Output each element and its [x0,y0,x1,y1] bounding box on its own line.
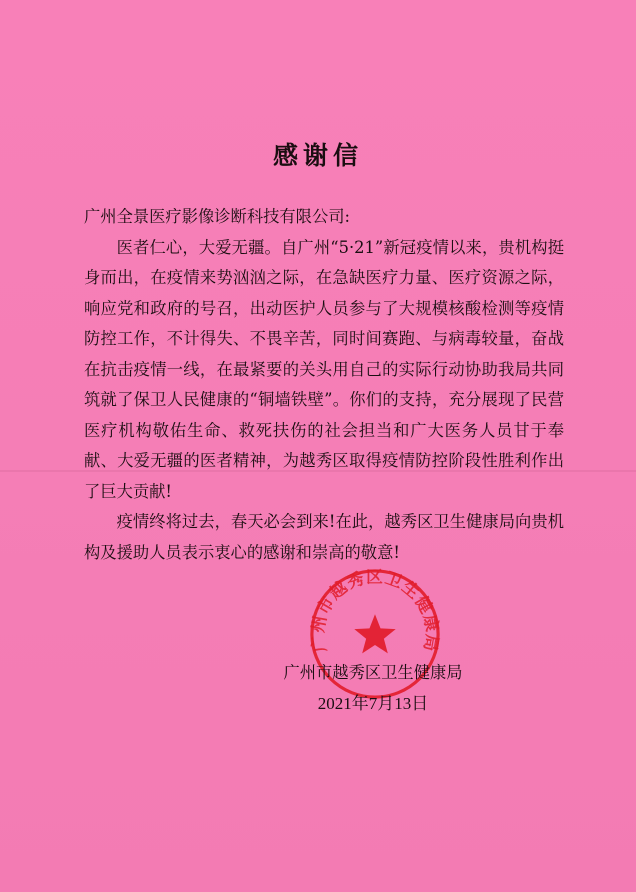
signature-block [273,658,473,719]
paragraph-1: 医者仁心，大爱无疆。自广州“5·21”新冠疫情以来，贵机构挺身而出，在疫情来势汹汹之际，在急缺医疗力量、医疗资源之际，响应党和政府的号召，出动医护人员参与了大规模核酸检测等疫情防控工作，不计得失、不畏辛苦，同时间赛跑、与病毒较量，奋战在抗击疫情一线，在最紧要的关头用自己的实际行动协助我局共同筑就了保卫人民健康的“铜墙铁壁”。你们的支持，充分展现了民营医疗机构敬佑生命、救死扶伤的社会担当和广大医务人员甘于奉献、大爱无疆的医者精神，为越秀区取得疫情防控阶段性胜利作出了巨大贡献! [84,237,564,501]
salutation: 广州全景医疗影像诊断科技有限公司: [84,207,350,226]
letter-body [84,202,564,568]
letter-title: 感谢信 [272,141,363,170]
seal-arc-text: 广州市越秀区卫生健康局 [307,566,443,654]
paragraph-2: 疫情终将过去，春天必会到来!在此，越秀区卫生健康局向贵机构及援助人员表示衷心的感谢和崇高的敬意! [84,512,564,562]
issue-date: 2021年7月13日 [317,693,429,713]
issuer-name: 广州市越秀区卫生健康局 [283,663,463,682]
seal-star-icon [354,614,395,653]
